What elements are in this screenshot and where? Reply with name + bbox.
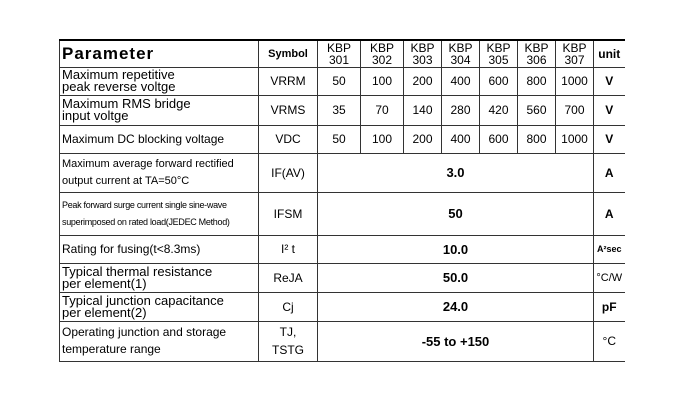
symbol-cell: VDC: [259, 125, 318, 153]
table-row: [60, 321, 625, 361]
model-header-kbp302: KBP 302: [361, 40, 404, 67]
value-cell: 700: [556, 95, 594, 125]
model-header-kbp307: KBP 307: [556, 40, 594, 67]
value-cell: 800: [518, 67, 556, 95]
parameter-cell: Typical thermal resistance per element(1): [60, 263, 259, 292]
value-cell: 420: [480, 95, 518, 125]
symbol-cell: TJ, TSTG: [259, 321, 318, 361]
value-cell: 560: [518, 95, 556, 125]
unit-cell: A: [594, 192, 625, 235]
model-header-kbp304: KBP 304: [442, 40, 480, 67]
value-cell: 600: [480, 125, 518, 153]
parameter-cell: Typical junction capacitance per element(2): [60, 292, 259, 321]
table-header-row: [60, 40, 625, 67]
unit-cell: pF: [594, 292, 625, 321]
value-cell: 140: [404, 95, 442, 125]
model-header-kbp303: KBP 303: [404, 40, 442, 67]
symbol-cell: Cj: [259, 292, 318, 321]
value-cell: 280: [442, 95, 480, 125]
value-cell: 50: [318, 192, 594, 235]
unit-cell: °C/W: [594, 263, 625, 292]
symbol-cell: IFSM: [259, 192, 318, 235]
table-row: [60, 292, 625, 321]
symbol-cell: VRMS: [259, 95, 318, 125]
table-row: [60, 263, 625, 292]
value-cell: 50.0: [318, 263, 594, 292]
parameter-cell: Operating junction and storage temperature range: [60, 321, 259, 361]
parameter-cell: Maximum repetitive peak reverse voltge: [60, 67, 259, 95]
table-row: [60, 95, 625, 125]
symbol-cell: VRRM: [259, 67, 318, 95]
table-row: [60, 67, 625, 95]
symbol-cell: IF(AV): [259, 153, 318, 192]
unit-cell: °C: [594, 321, 625, 361]
value-cell: 70: [361, 95, 404, 125]
unit-cell: V: [594, 67, 625, 95]
table-row: [60, 235, 625, 263]
value-cell: 400: [442, 67, 480, 95]
parameter-cell: Maximum RMS bridge input voltge: [60, 95, 259, 125]
value-cell: 1000: [556, 125, 594, 153]
symbol-header: Symbol: [259, 40, 318, 67]
parameter-cell: Peak forward surge current single sine-wave superimposed on rated load(JEDEC Method): [60, 192, 259, 235]
unit-cell: V: [594, 125, 625, 153]
value-cell: 50: [318, 125, 361, 153]
value-cell: 35: [318, 95, 361, 125]
value-cell: 24.0: [318, 292, 594, 321]
unit-cell: V: [594, 95, 625, 125]
table-row: [60, 192, 625, 235]
value-cell: 1000: [556, 67, 594, 95]
value-cell: 50: [318, 67, 361, 95]
value-cell: 100: [361, 67, 404, 95]
value-cell: 800: [518, 125, 556, 153]
parameter-header: Parameter: [60, 40, 259, 67]
model-header-kbp305: KBP 305: [480, 40, 518, 67]
unit-cell: A²sec: [594, 235, 625, 263]
value-cell: 3.0: [318, 153, 594, 192]
parameter-cell: Maximum DC blocking voltage: [60, 125, 259, 153]
table-row: [60, 125, 625, 153]
symbol-cell: ReJA: [259, 263, 318, 292]
model-header-kbp306: KBP 306: [518, 40, 556, 67]
unit-cell: A: [594, 153, 625, 192]
specifications-table: [59, 39, 625, 362]
symbol-cell: I² t: [259, 235, 318, 263]
unit-header: unit: [594, 40, 625, 67]
parameter-cell: Maximum average forward rectified output current at TA=50°C: [60, 153, 259, 192]
value-cell: 200: [404, 125, 442, 153]
model-header-kbp301: KBP 301: [318, 40, 361, 67]
value-cell: 600: [480, 67, 518, 95]
value-cell: -55 to +150: [318, 321, 594, 361]
value-cell: 200: [404, 67, 442, 95]
table-row: [60, 153, 625, 192]
parameter-cell: Rating for fusing(t<8.3ms): [60, 235, 259, 263]
value-cell: 400: [442, 125, 480, 153]
value-cell: 10.0: [318, 235, 594, 263]
value-cell: 100: [361, 125, 404, 153]
